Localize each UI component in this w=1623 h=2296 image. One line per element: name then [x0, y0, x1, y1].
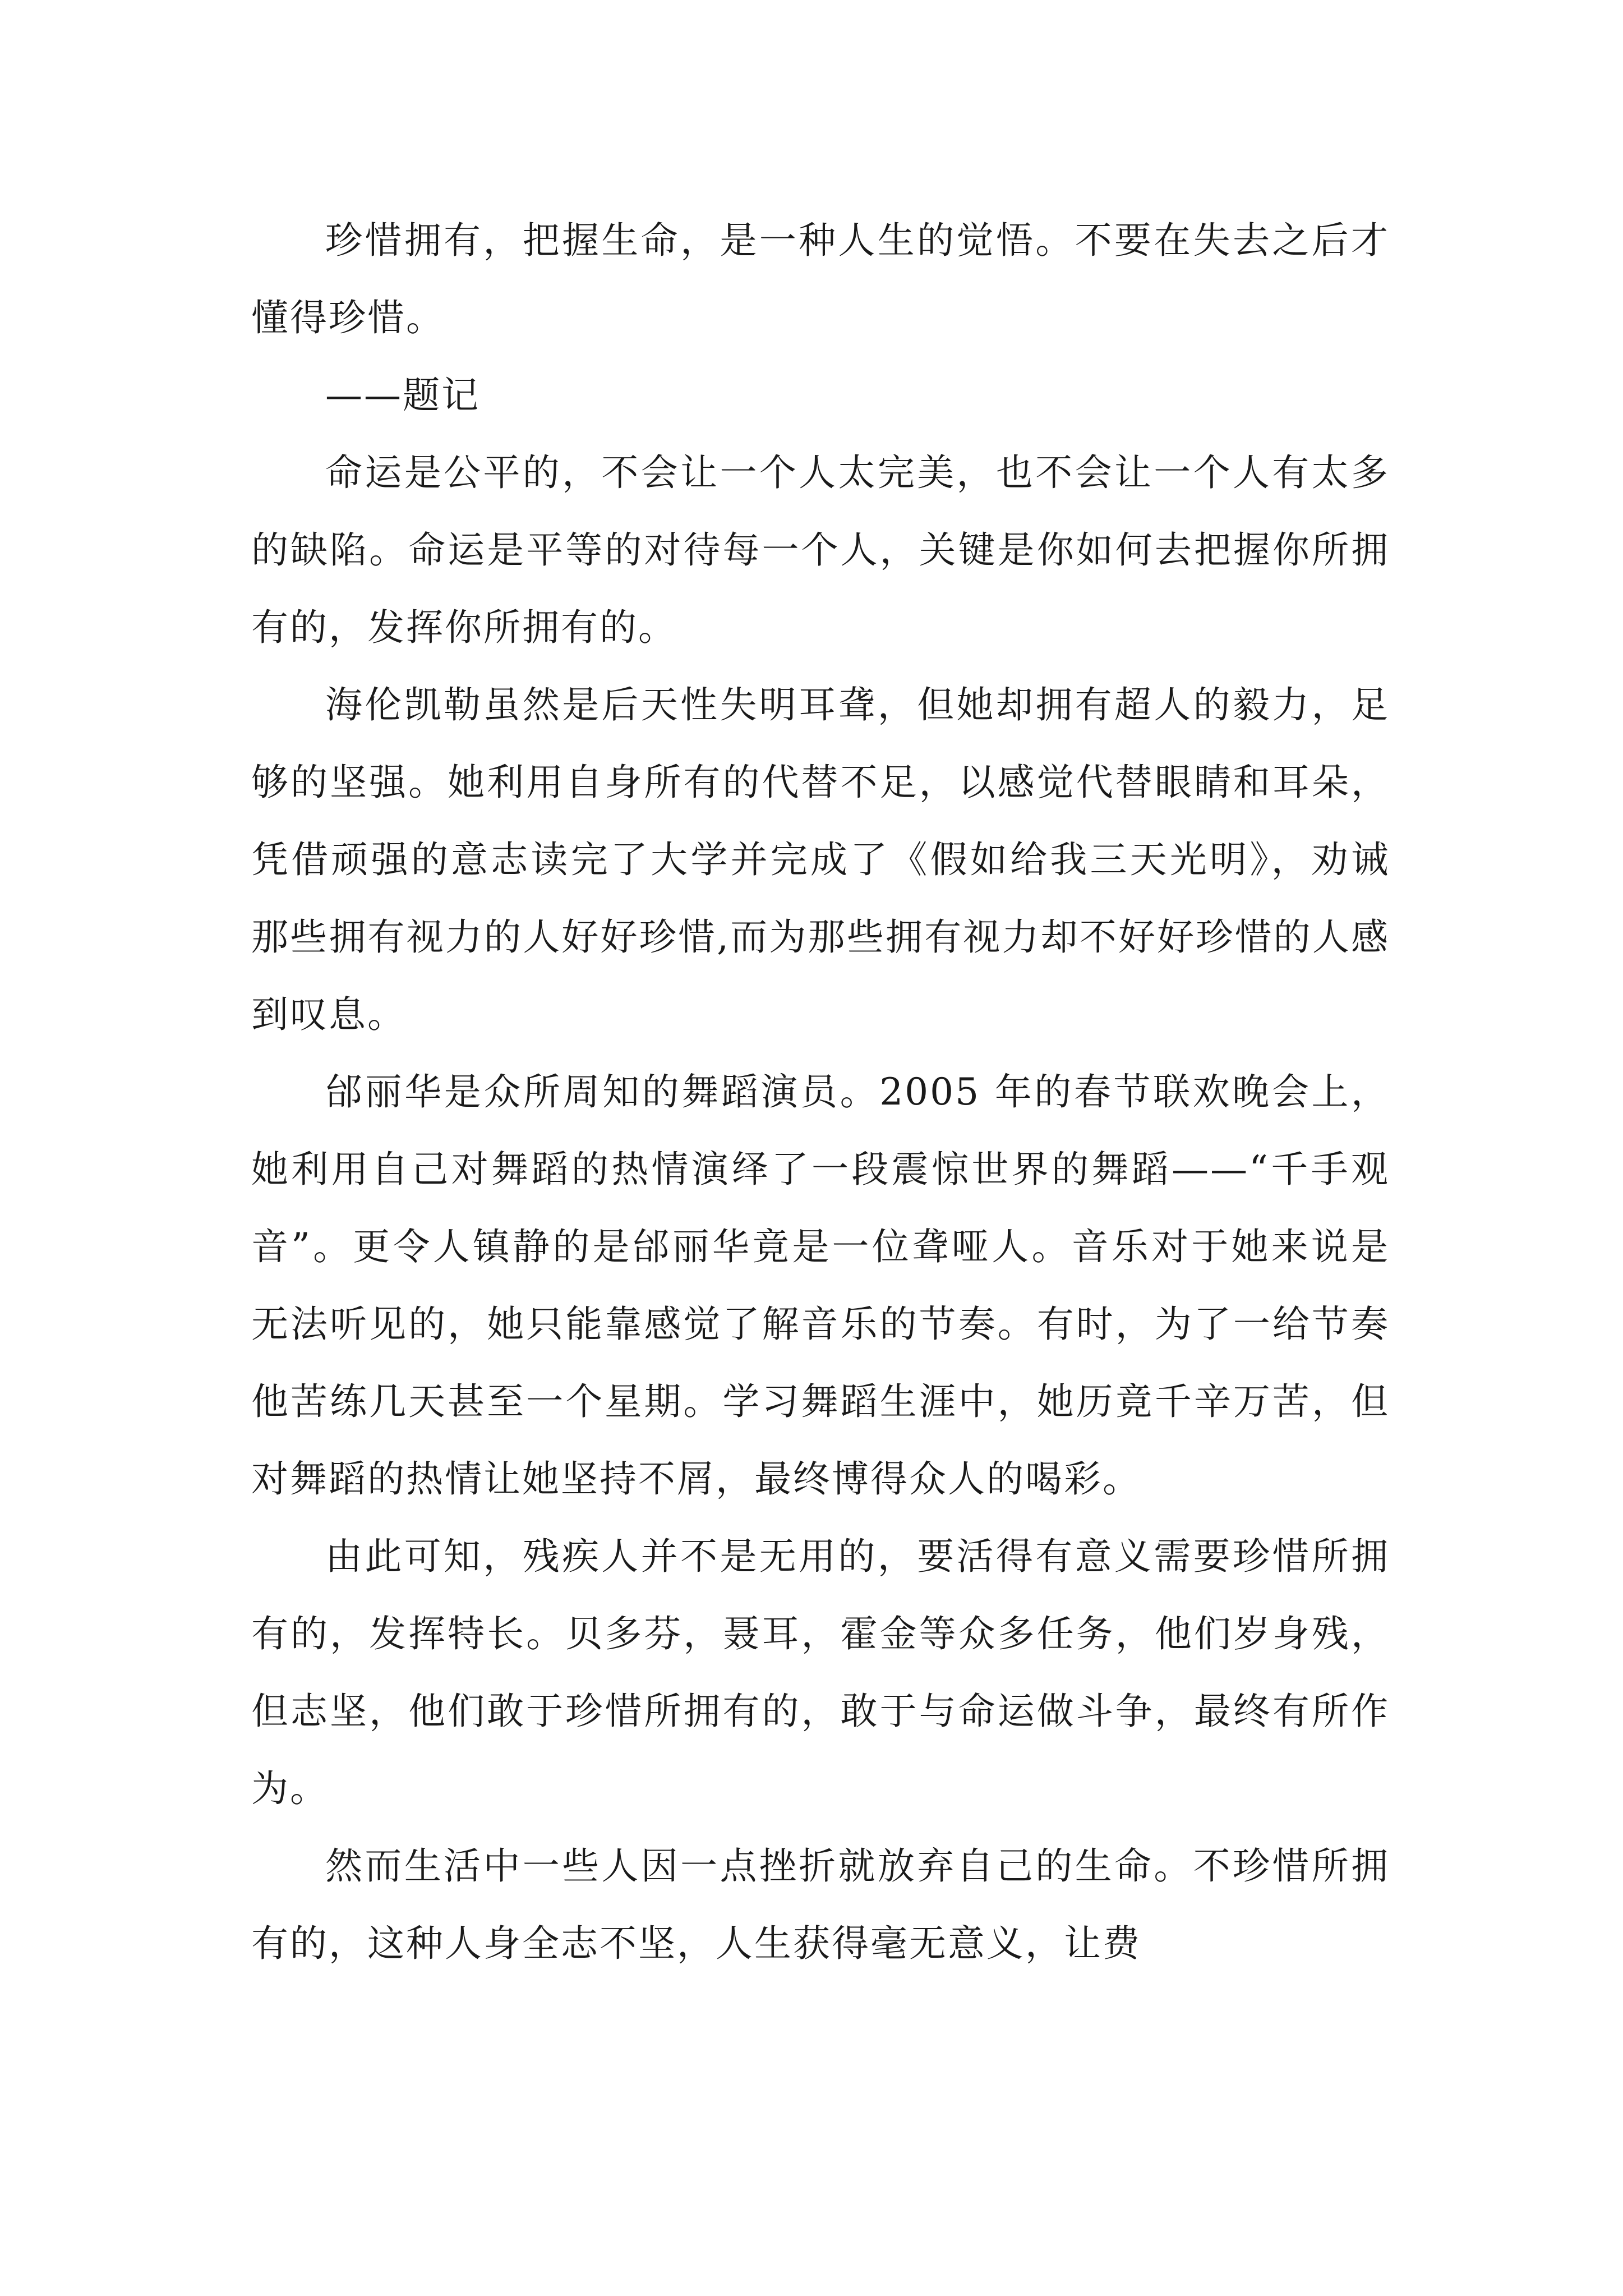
body-paragraph-fate: 命运是公平的，不会让一个人太完美，也不会让一个人有太多的缺陷。命运是平等的对待每一个人，关键是你如何去把握你所拥有的，发挥你所拥有的。	[251, 451, 1390, 649]
body-paragraph-tai-lihua: 邰丽华是众所周知的舞蹈演员。2005 年的春节联欢晚会上，她利用自己对舞蹈的热情演绎了一段震惊世界的舞蹈——“千手观音”。更令人镇静的是邰丽华竟是一位聋哑人。音乐对于她来说是无法听见的，她只能靠感觉了解音乐的节奏。有时，为了一给节奏他苦练几天甚至一个星期。学习舞蹈生涯中，她历竟千辛万苦，但对舞蹈的热情让她坚持不屑，最终博得众人的喝彩。	[251, 1070, 1390, 1501]
epigraph-signature: ——题记	[325, 374, 480, 417]
body-paragraph-contrast: 然而生活中一些人因一点挫折就放弃自己的生命。不珍惜所拥有的，这种人身全志不坚，人生获得毫无意义，让费	[251, 1844, 1390, 1965]
body-paragraph-conclusion: 由此可知，残疾人并不是无用的，要活得有意义需要珍惜所拥有的，发挥特长。贝多芬，聂耳，霍金等众多任务，他们岁身残，但志坚，他们敢于珍惜所拥有的，敢于与命运做斗争，最终有所作为。	[251, 1535, 1390, 1810]
document-body	[251, 202, 1390, 1982]
body-paragraph-helen-keller: 海伦凯勒虽然是后天性失明耳聋，但她却拥有超人的毅力，足够的坚强。她利用自身所有的代替不足，以感觉代替眼睛和耳朵，凭借顽强的意志读完了大学并完成了《假如给我三天光明》，劝诫那些拥有视力的人好好珍惜,而为那些拥有视力却不好好珍惜的人感到叹息。	[251, 683, 1390, 1036]
epigraph-paragraph: 珍惜拥有，把握生命，是一种人生的觉悟。不要在失去之后才懂得珍惜。	[251, 219, 1390, 339]
